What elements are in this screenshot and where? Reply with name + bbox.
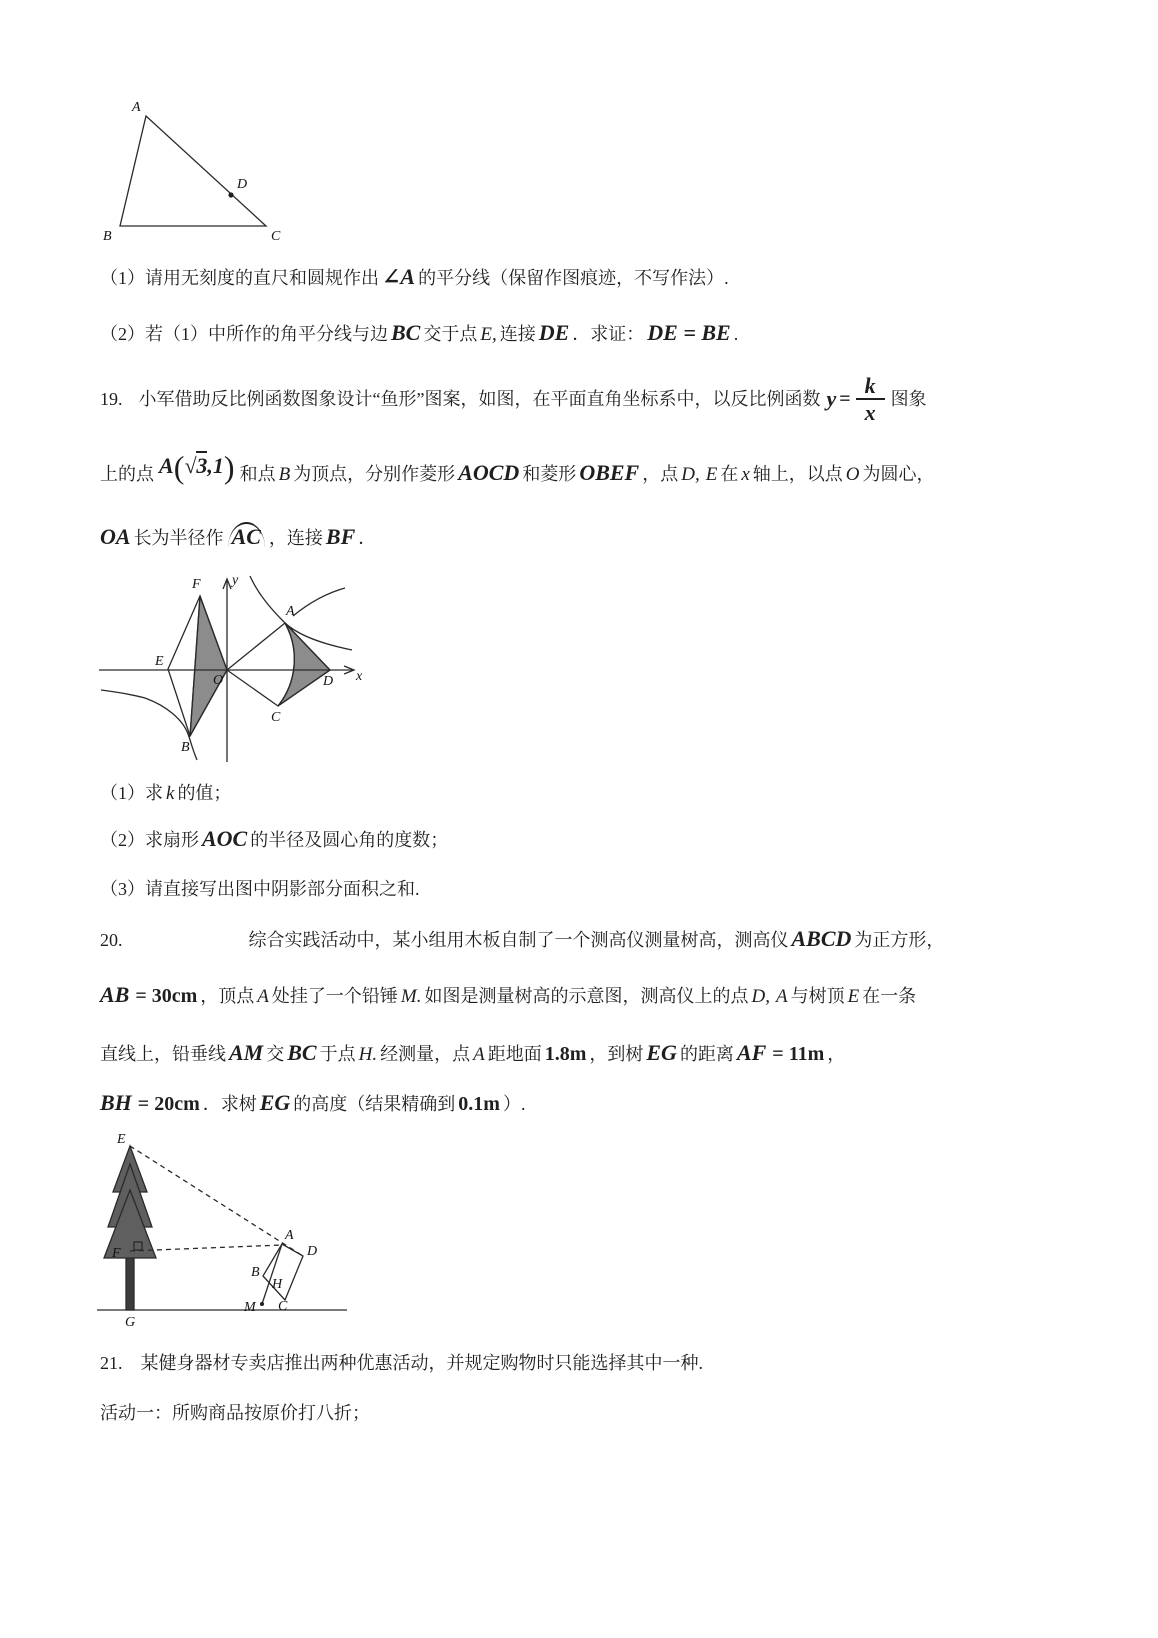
radicand-3: 3: [196, 453, 208, 478]
plumb-bob-m: [260, 1302, 264, 1306]
p20-line2-t1: ，顶点: [200, 986, 255, 1006]
p21-line2: [100, 1398, 370, 1428]
fraction-equals: =: [839, 388, 851, 411]
p19-line2-t6: 轴上，以点: [752, 464, 843, 484]
math-h: H.: [358, 1044, 378, 1065]
p19-line3-t2: ，连接: [268, 528, 323, 548]
label-e: E: [155, 654, 164, 669]
math-bf: BF: [325, 524, 356, 549]
p20-line3-t1: 直线上，铅垂线: [100, 1044, 226, 1064]
math-e: E,: [480, 324, 497, 345]
point-a-name: A: [159, 453, 174, 478]
p19-q3: [100, 874, 420, 904]
p21-line2-text: 活动一：所购商品按原价打八折；: [100, 1403, 370, 1423]
p20-line3: [100, 1038, 845, 1070]
plumb-line-am: [262, 1244, 282, 1304]
p18-part1: [100, 262, 729, 293]
math-aoc: AOC: [202, 826, 248, 851]
p19-line2-t2: 为顶点，分别作菱形: [293, 464, 456, 484]
value-0-1m: 0.1m: [458, 1093, 500, 1115]
p20-line4: [100, 1088, 525, 1119]
fin-curve: [293, 588, 345, 616]
p20-line1-t2: 为正方形，: [854, 930, 945, 950]
p18-part1-pre: （1）请用无刻度的直尺和圆规作出: [100, 268, 379, 288]
tree-figure: [95, 1130, 405, 1330]
value-11m: = 11m: [772, 1043, 825, 1065]
fraction-y: y: [826, 386, 837, 412]
math-b: B: [278, 464, 291, 485]
point-a-open-paren: (: [173, 449, 185, 485]
p19-line3-end: ．: [358, 528, 377, 548]
label-b: B: [103, 229, 112, 244]
math-abcd: ABCD: [791, 926, 852, 951]
triangle-figure: [98, 96, 308, 251]
math-e2: E: [705, 464, 718, 485]
p18-part2-end: .: [733, 324, 739, 344]
label-a: A: [285, 1228, 294, 1243]
fraction-denominator: x: [864, 400, 876, 426]
label-d: D: [307, 1244, 318, 1259]
p19-line1-end: 图象: [890, 389, 927, 410]
p19-line2-t7: 为圆心，: [862, 464, 935, 484]
value-1-8m: 1.8m: [544, 1043, 587, 1065]
p19-q3-text: （3）请直接写出图中阴影部分面积之和.: [100, 879, 420, 899]
fraction-numerator: k: [856, 374, 885, 400]
math-eg2: EG: [259, 1090, 291, 1115]
label-e: E: [117, 1132, 126, 1147]
label-f: F: [112, 1246, 121, 1261]
p20-line3-t4: 经测量，点: [380, 1044, 471, 1064]
p19-line3-t1: 长为半径作: [133, 528, 224, 548]
label-d: D: [323, 674, 334, 689]
label-f: F: [192, 577, 201, 592]
math-bh: BH: [100, 1090, 132, 1115]
p21-line1: [100, 1348, 703, 1378]
p18-part2-t3: ．求证：: [572, 324, 645, 344]
p20-line3-t5: 距地面: [487, 1044, 542, 1064]
p19-number: 19.: [100, 389, 123, 410]
label-d: D: [237, 177, 248, 192]
p20-line2-t3: 如图是测量树高的示意图，测高仪上的点: [424, 986, 749, 1006]
p19-q1: [100, 778, 231, 809]
p20-line1-t1: 综合实践活动中，某小组用木板自制了一个测高仪测量树高，测高仪: [248, 930, 789, 950]
math-oa: OA: [100, 524, 131, 549]
p20-line4-t1: ．求树: [202, 1094, 257, 1114]
value-30cm: = 30cm: [135, 985, 198, 1007]
label-a: A: [132, 100, 141, 115]
label-x-axis: x: [356, 669, 363, 684]
p19-line2-t1: 和点: [239, 464, 276, 484]
math-a1: A: [257, 986, 269, 1007]
p19-line3: [100, 522, 376, 553]
p20-line3-t8: ，: [827, 1044, 846, 1064]
p20-line3-t6: ，到树: [589, 1044, 644, 1064]
p19-q1-post: 的值；: [177, 783, 232, 803]
label-c: C: [278, 1299, 288, 1314]
angle-a-math: ∠A: [382, 264, 416, 289]
fraction-k-over-x: [856, 374, 885, 424]
p18-part2-t2: 连接: [499, 324, 536, 344]
p19-q2-post: 的半径及圆心角的度数；: [250, 830, 449, 850]
p19-line2-t3: 和菱形: [522, 464, 577, 484]
math-obef: OBEF: [579, 460, 640, 485]
p20-line3-t7: 的距离: [679, 1044, 734, 1064]
math-bc: BC: [391, 320, 421, 345]
label-b: B: [251, 1265, 260, 1280]
label-c: C: [271, 229, 281, 244]
label-a: A: [286, 604, 295, 619]
point-a-coords: [159, 449, 235, 485]
p18-part1-post: 的平分线（保留作图痕迹，不写作法）.: [418, 268, 729, 288]
math-eg: EG: [646, 1040, 677, 1065]
p19-q2: [100, 824, 448, 855]
point-a-rest: ,1: [207, 453, 224, 478]
triangle-abc: [120, 116, 266, 226]
math-bc2: BC: [287, 1040, 317, 1065]
math-am: AM: [229, 1040, 264, 1065]
p19-line2-t4: ，点: [642, 464, 679, 484]
p20-line4-t2: 的高度（结果精确到: [293, 1094, 456, 1114]
sight-line-ed: [130, 1146, 303, 1256]
p20-line2-t2: 处挂了一个铅锤: [271, 986, 398, 1006]
p18-part2-t1: 交于点: [423, 324, 478, 344]
p20-line4-t3: ）.: [502, 1094, 526, 1114]
arc-over-ac: AC: [228, 522, 265, 548]
math-af: AF: [736, 1040, 767, 1065]
p19-line1-text: 小军借助反比例函数图象设计“鱼形”图案，如图，在平面直角坐标系中，以反比例函数: [138, 389, 821, 410]
point-a-close-paren: ): [223, 449, 235, 485]
label-y-axis: y: [232, 573, 239, 588]
label-c: C: [271, 710, 281, 725]
p20-line2-t5: 在一条: [862, 986, 917, 1006]
square-abcd: [263, 1244, 303, 1300]
label-g: G: [125, 1315, 136, 1330]
math-o: O: [845, 464, 860, 485]
p18-part2: [100, 318, 738, 350]
p20-line3-t2: 交: [266, 1044, 285, 1064]
p18-part2-pre: （2）若（1）中所作的角平分线与边: [100, 324, 388, 344]
math-m: M.: [400, 986, 422, 1007]
p20-line2: [100, 980, 916, 1012]
p19-line2-t5: 在: [720, 464, 739, 484]
math-d2: D,: [751, 986, 770, 1007]
fish-figure: [95, 568, 375, 768]
p19-q1-pre: （1）求: [100, 783, 163, 803]
p19-q2-pre: （2）求扇形: [100, 830, 199, 850]
math-a2: A: [775, 986, 788, 1007]
p19-line2-t0: 上的点: [100, 464, 154, 484]
math-aocd: AOCD: [458, 460, 520, 485]
p19-line1: [100, 374, 927, 424]
p20-line1: [100, 924, 944, 955]
math-a3: A: [473, 1044, 485, 1065]
p19-line2: [100, 449, 935, 490]
value-20cm: = 20cm: [137, 1093, 200, 1115]
label-b: B: [181, 740, 190, 755]
math-d: D,: [681, 464, 700, 485]
math-x-axis-var: x: [741, 464, 750, 485]
radical-sign: √: [184, 453, 197, 478]
math-e3: E: [847, 986, 860, 1007]
label-origin: O: [213, 673, 224, 688]
math-de-eq-be: DE = BE: [647, 320, 731, 345]
p20-number: 20.: [100, 930, 123, 950]
math-ab: AB: [100, 982, 130, 1007]
point-d-dot: [228, 192, 233, 197]
label-m: M: [244, 1300, 256, 1315]
math-k: k: [166, 783, 175, 804]
math-de: DE: [538, 320, 570, 345]
p20-line3-t3: 于点: [319, 1044, 356, 1064]
p20-line2-t4: 与树顶: [790, 986, 845, 1006]
p21-line1-text: 21. 某健身器材专卖店推出两种优惠活动，并规定购物时只能选择其中一种.: [100, 1353, 703, 1373]
label-h: H: [272, 1277, 283, 1292]
